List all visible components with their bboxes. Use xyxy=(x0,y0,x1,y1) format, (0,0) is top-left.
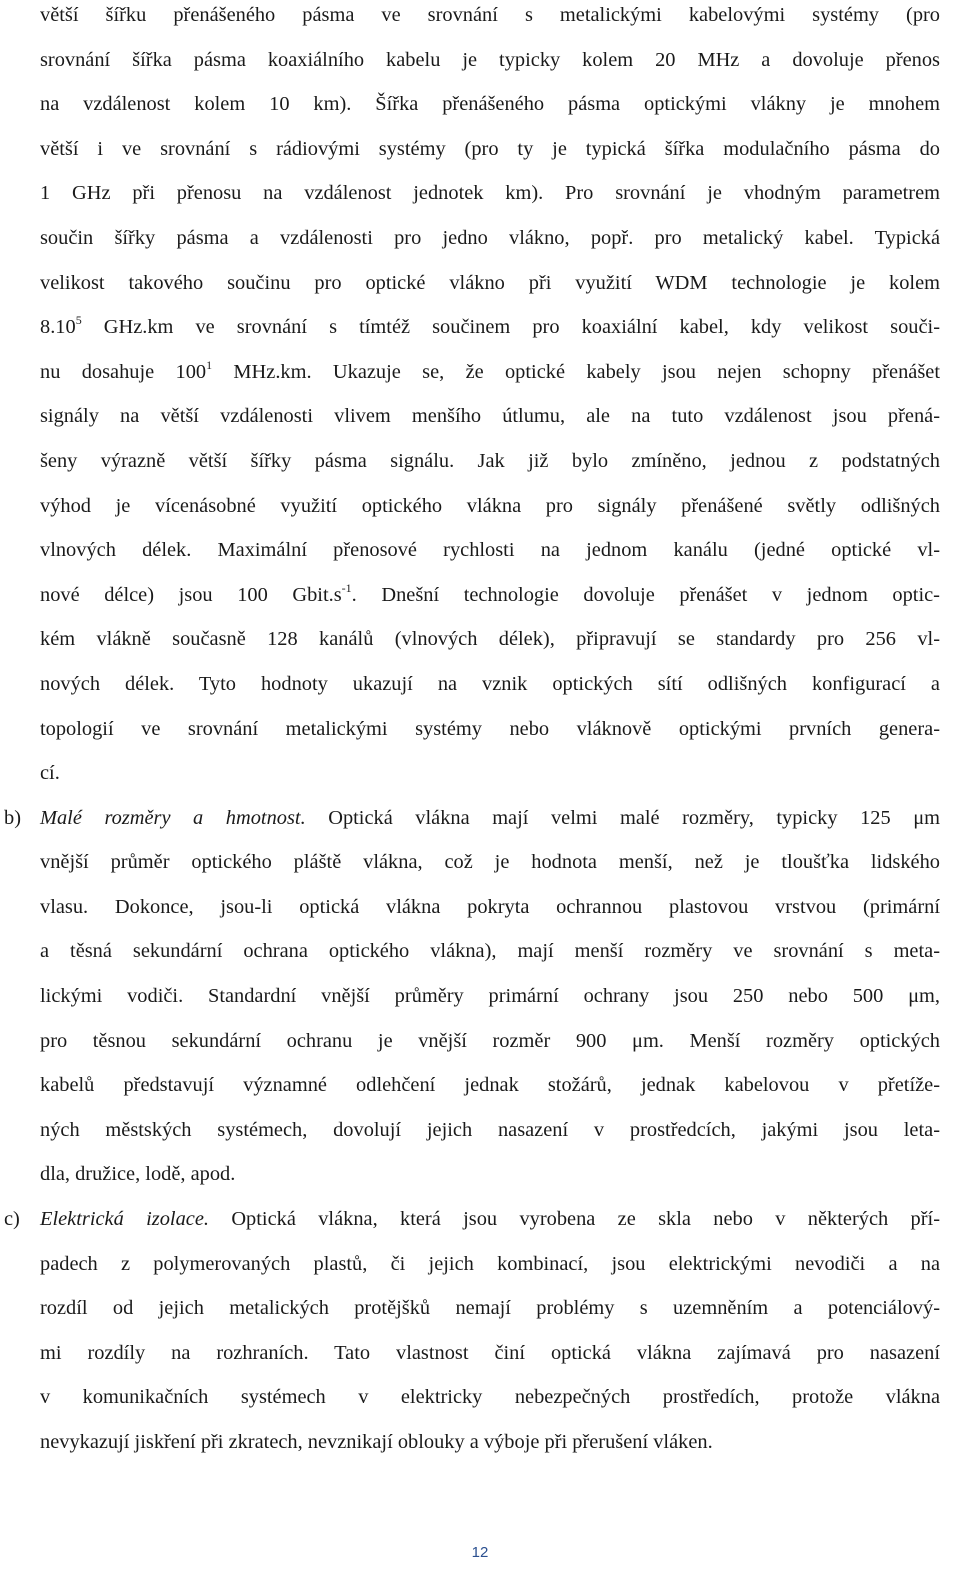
text-line: větší i ve srovnání s rádiovými systémy (pro ty je typická šířka modulačního pásma do xyxy=(40,137,940,160)
text-line: padech z polymerovaných plastů, či jejich kombinací, jsou elektrickými nevodiči a na xyxy=(40,1252,940,1275)
text-line: rozdíl od jejich metalických protějšků nemají problémy s uzemněním a potenciálový- xyxy=(40,1297,940,1320)
text-line: ných městských systémech, dovolují jejich nasazení v prostředcích, jakými jsou leta- xyxy=(40,1118,940,1141)
text-line: výhod je vícenásobné využití optického vlákna pro signály přenášené světly odlišných xyxy=(40,494,940,517)
text-fragment: MHz.km. Ukazuje se, že optické kabely jsou nejen schopny přenášet xyxy=(212,360,940,383)
text-line: vlasu. Dokonce, jsou-li optická vlákna pokryta ochrannou plastovou vrstvou (primární xyxy=(40,895,940,918)
text-fragment: Optická vlákna mají velmi malé rozměry, typicky 125 μm xyxy=(305,806,941,829)
text-line: a těsná sekundární ochrana optického vlákna), mají menší rozměry ve srovnání s meta- xyxy=(40,940,940,963)
list-item-b-first-line xyxy=(4,803,941,848)
text-line: signály na větší vzdálenosti vlivem menšího útlumu, ale na tuto vzdálenost jsou přená- xyxy=(40,405,940,428)
text-line: nevykazují jiskření při zkratech, nevznikají oblouky a výboje při přerušení vláken. xyxy=(40,1431,713,1453)
text-line: vnější průměr optického pláště vlákna, což je hodnota menší, než je tloušťka lidského xyxy=(40,851,940,874)
list-marker: c) xyxy=(4,1208,20,1231)
list-marker: b) xyxy=(4,806,21,829)
text-fragment: . Dnešní technologie dovoluje přenášet v jednom optic- xyxy=(351,583,940,606)
text-line: nových délek. Tyto hodnoty ukazují na vznik optických sítí odlišných konfigurací a xyxy=(40,672,940,695)
text-fragment: nové délce) jsou 100 Gbit.s xyxy=(40,583,342,606)
superscript: -1 xyxy=(341,580,352,595)
text-fragment: 8.10 xyxy=(40,316,76,339)
text-line: srovnání šířka pásma koaxiálního kabelu je typicky kolem 20 MHz a dovoluje přenos xyxy=(40,48,940,71)
text-line: pro těsnou sekundární ochranu je vnější rozměr 900 μm. Menší rozměry optických xyxy=(40,1029,940,1052)
text-line: lickými vodiči. Standardní vnější průměry primární ochrany jsou 250 nebo 500 μm, xyxy=(40,985,940,1008)
text-line xyxy=(40,580,940,625)
text-line: kabelů představují významné odlehčení jednak stožárů, jednak kabelovou v přetíže- xyxy=(40,1074,940,1097)
text-line: šeny výrazně větší šířky pásma signálu. Jak již bylo zmíněno, jednou z podstatných xyxy=(40,449,940,472)
text-line xyxy=(40,357,940,402)
text-fragment: Optická vlákna, která jsou vyrobena ze skla nebo v některých pří- xyxy=(208,1208,940,1231)
text-line: mi rozdíly na rozhraních. Tato vlastnost činí optická vlákna zajímavá pro nasazení xyxy=(40,1341,940,1364)
text-line: vlnových délek. Maximální přenosové rychlosti na jednom kanálu (jedné optické vl- xyxy=(40,539,940,562)
superscript: 5 xyxy=(75,313,82,328)
text-line: v komunikačních systémech v elektricky nebezpečných prostředích, protože vlákna xyxy=(40,1386,940,1409)
item-title: Malé rozměry a hmotnost. xyxy=(40,806,306,829)
text-line: na vzdálenost kolem 10 km). Šířka přenášeného pásma optickými vlákny je mnohem xyxy=(40,93,940,116)
text-line: dla, družice, lodě, apod. xyxy=(40,1163,236,1186)
text-line: 1 GHz při přenosu na vzdálenost jednotek km). Pro srovnání je vhodným parametrem xyxy=(40,182,940,205)
text-line xyxy=(40,312,940,357)
text-fragment: GHz.km ve srovnání s tímtéž součinem pro koaxiální kabel, kdy velikost souči- xyxy=(81,316,940,339)
list-item-c-first-line xyxy=(4,1204,940,1249)
superscript: 1 xyxy=(206,357,213,372)
text-line: součin šířky pásma a vzdálenosti pro jedno vlákno, popř. pro metalický kabel. Typická xyxy=(40,226,940,249)
text-line: velikost takového součinu pro optické vlákno při využití WDM technologie je kolem xyxy=(40,271,940,294)
text-fragment: nu dosahuje 100 xyxy=(40,360,207,383)
text-line: kém vlákně současně 128 kanálů (vlnových délek), připravují se standardy pro 256 vl- xyxy=(40,628,940,651)
text-line: cí. xyxy=(40,762,60,785)
text-line: topologií ve srovnání metalickými systémy nebo vláknově optickými prvních genera- xyxy=(40,717,940,740)
item-title: Elektrická izolace. xyxy=(40,1208,209,1231)
body-text xyxy=(4,0,941,1472)
document-page xyxy=(4,0,941,1472)
page-number: 12 xyxy=(471,1544,489,1561)
text-line: větší šířku přenášeného pásma ve srovnání s metalickými kabelovými systémy (pro xyxy=(40,4,940,26)
